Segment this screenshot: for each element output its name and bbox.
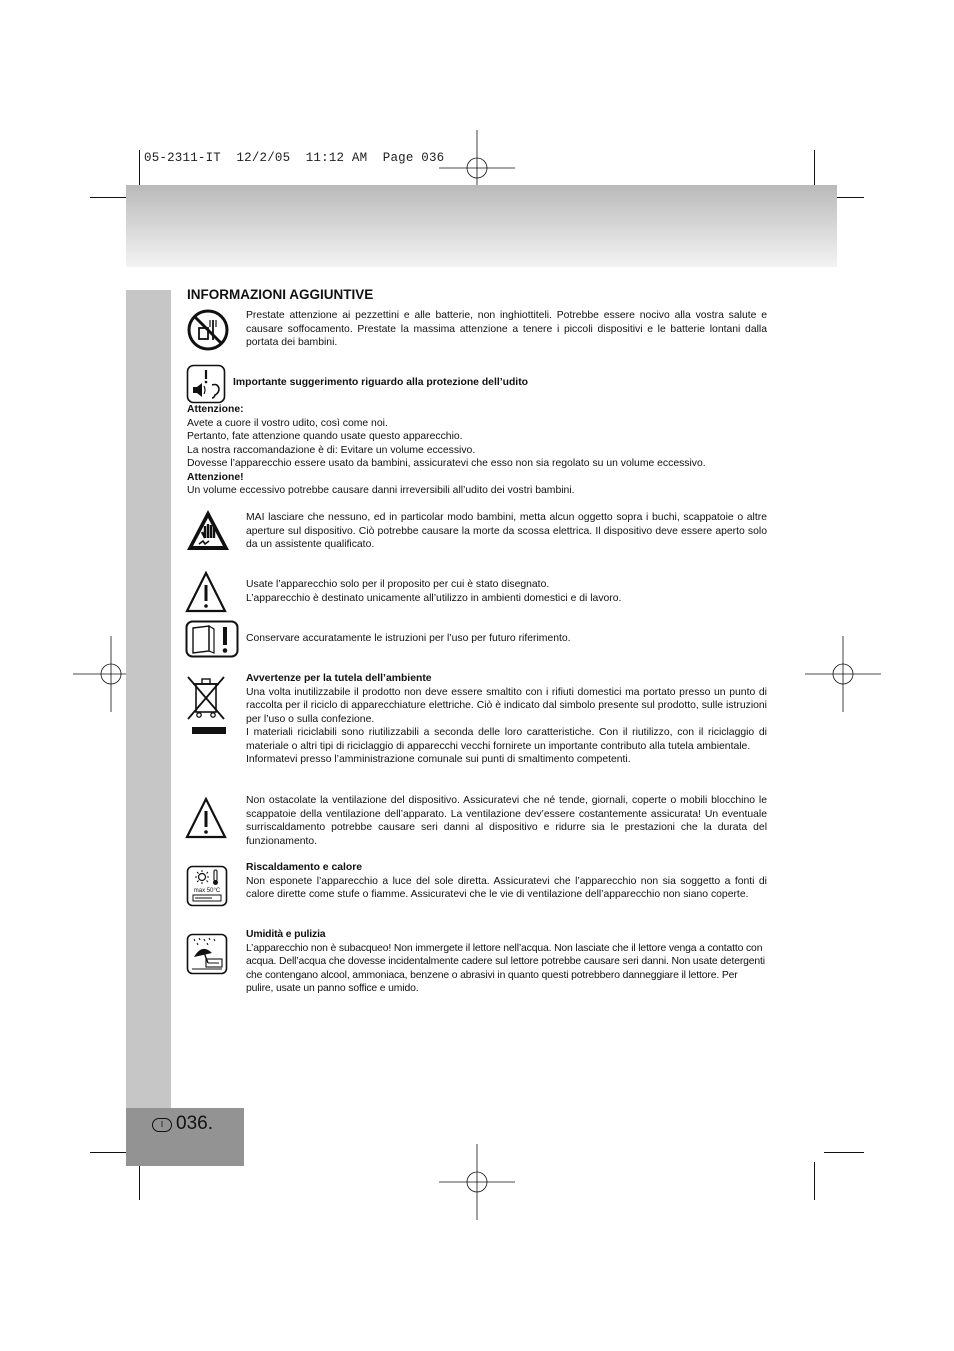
- max-temperature-icon: [186, 865, 228, 907]
- crop-mark: [139, 150, 140, 188]
- manual-book-icon: [185, 620, 239, 658]
- purpose-line: L’apparecchio è destinato unicamente all’utilizzo in ambienti domestici e di lavoro.: [246, 592, 622, 604]
- warning-triangle-icon: [185, 797, 227, 839]
- hearing-heading: Importante suggerimento riguardo alla protezione dell’udito: [233, 377, 529, 388]
- manual-text: Conservare accuratamente le istruzioni per l’uso per futuro riferimento.: [246, 633, 571, 644]
- hearing-line: Un volume eccessivo potrebbe causare danni irreversibili all’udito dei vostri bambini.: [187, 485, 575, 496]
- attention-label: Attenzione!: [187, 471, 244, 483]
- language-badge: I: [152, 1118, 172, 1132]
- registration-mark-icon: [439, 1144, 515, 1220]
- purpose-text: [246, 578, 767, 605]
- crop-mark: [824, 1152, 864, 1153]
- side-bar: [126, 290, 171, 1108]
- print-slug: 05-2311-IT 12/2/05 11:12 AM Page 036: [144, 151, 445, 165]
- humidity-block: [246, 928, 767, 996]
- hearing-line: Avete a cuore il vostro udito, così come noi.: [187, 417, 388, 429]
- hearing-block: [187, 403, 767, 498]
- hearing-protection-icon: [186, 364, 226, 404]
- heat-block: [246, 861, 767, 902]
- crop-mark: [90, 197, 130, 198]
- section-title: INFORMAZIONI AGGIUNTIVE: [187, 287, 374, 302]
- hearing-line: Dovesse l’apparecchio essere usato da bambini, assicuratevi che esso non sia regolato su un volume eccessivo.: [187, 458, 706, 469]
- environment-paragraph: Informatevi presso l’amministrazione comunale sui punti di smaltimento competenti.: [246, 754, 631, 765]
- max-temperature-label: max 50°C: [193, 888, 221, 894]
- heat-text: Non esponete l’apparecchio a luce del sole diretta. Assicuratevi che l’apparecchio non sia soggetto a fonti di calore dirette come stufe o fiamme. Assicuratevi che le vie di ventilazione dell’apparecchio non siano coperte.: [246, 875, 767, 900]
- electric-shock-warning-icon: [185, 508, 231, 552]
- heat-heading: Riscaldamento e calore: [246, 862, 363, 873]
- crop-mark: [139, 1162, 140, 1200]
- humidity-umbrella-icon: [186, 933, 228, 975]
- no-swallow-icon: [186, 308, 230, 352]
- shock-warning-text: MAI lasciare che nessuno, ed in particolar modo bambini, metta alcun oggetto sopra i buchi, scappatoie o altre aperture sul dispositivo. Ciò potrebbe causare la morte da scossa elettrica. Il dispositivo deve essere aperto solo da un assistente qualificato.: [246, 512, 767, 550]
- crop-mark: [90, 1152, 130, 1153]
- ventilation-text: Non ostacolate la ventilazione del dispositivo. Assicuratevi che né tende, giornali, coperte o mobili blocchino le scappatoie della ventilazione dell’apparato. La ventilazione dev’essere costantemente assicurata! Un eventuale surriscaldamento potrebbe causare seri danni al dispositivo e ridurre sia le prestazioni che la durata del funzionamento.: [246, 795, 767, 847]
- environment-heading: Avvertenze per la tutela dell’ambiente: [246, 673, 432, 684]
- crop-mark: [814, 150, 815, 188]
- environment-paragraph: I materiali riciclabili sono riutilizzabili a seconda delle loro caratteristiche. Con il riutilizzo, con il riciclaggio di materiale o altri tipi di riciclaggio di apparecchi vecchi fornirete un importante contributo alla tutela ambientale.: [246, 727, 767, 752]
- swallow-warning-text: Prestate attenzione ai pezzettini e alle batterie, non inghiottiteli. Potrebbe essere nocivo alla vostra salute e causare soffocamento. Prestate la massima attenzione a tenere i piccoli dispositivi e le batterie lontani dalla portata dei bambini.: [246, 310, 767, 348]
- warning-triangle-icon: [185, 571, 227, 613]
- hearing-line: Pertanto, fate attenzione quando usate questo apparecchio.: [187, 431, 463, 442]
- registration-mark-icon: [805, 636, 881, 712]
- hearing-line: La nostra raccomandazione è di: Evitare un volume eccessivo.: [187, 444, 476, 456]
- page-number: 036.: [176, 1113, 213, 1134]
- purpose-line: Usate l’apparecchio solo per il proposito per cui è stato disegnato.: [246, 579, 550, 590]
- weee-bin-icon: [186, 675, 228, 737]
- attention-label: Attenzione:: [187, 404, 244, 415]
- header-band: [126, 185, 837, 267]
- crop-mark: [814, 1162, 815, 1200]
- environment-paragraph: Una volta inutilizzabile il prodotto non deve essere smaltito con i rifiuti domestici ma portato presso un punto di raccolta per il riciclo di apparecchiature elettriche. Ciò è indicato dal simbolo presente sul prodotto, sulle istruzioni per l’uso o sulla confezione.: [246, 686, 767, 725]
- humidity-heading: Umidità e pulizia: [246, 929, 326, 940]
- environment-block: [246, 672, 767, 767]
- humidity-text: L’apparecchio non è subacqueo! Non immergete il lettore nell’acqua. Non lasciate che il lettore venga a contatto con acqua. Dell’acqua che dovesse incidentalmente cadere sul lettore potrebbe causare seri danni. Non usate detergenti che contengano alcool, ammoniaca, benzene o abrasivi in quanto questi potrebbero danneggiare il lettore. Per pulire, usate un panno soffice e umido.: [246, 942, 765, 994]
